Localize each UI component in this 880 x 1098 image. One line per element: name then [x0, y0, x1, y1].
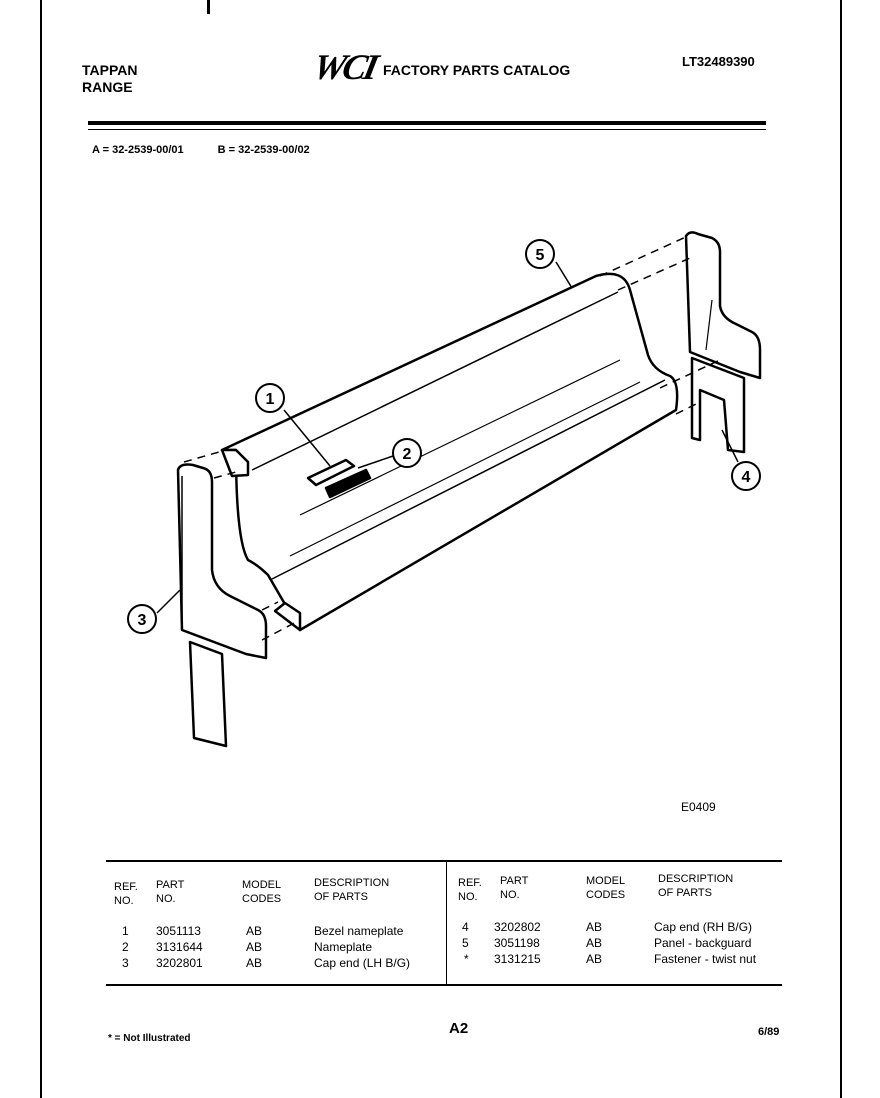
header-line: OF PARTS	[658, 887, 712, 899]
row-desc: Cap end (RH B/G)	[654, 920, 753, 934]
product-name: RANGE	[82, 79, 133, 95]
row-desc: Cap end (LH B/G)	[314, 956, 411, 970]
page-number: A2	[449, 1020, 469, 1037]
row-ref: 2	[122, 940, 129, 954]
variant-b: B = 32-2539-00/02	[217, 144, 310, 156]
backguard-panel-part	[222, 274, 677, 630]
row-ref: 3	[122, 956, 129, 970]
row-desc: Fastener - twist nut	[654, 952, 757, 966]
header-line: PART	[500, 875, 529, 887]
row-model: AB	[586, 952, 603, 966]
table-divider	[446, 862, 447, 984]
callout-2	[393, 439, 421, 467]
row-part: 3131644	[156, 940, 203, 954]
wci-logo: WCI	[309, 47, 380, 87]
header-line: MODEL	[586, 875, 626, 887]
diagram-code: E0409	[681, 800, 716, 814]
header-description-right	[658, 872, 733, 900]
header-line: REF.	[114, 881, 138, 893]
catalog-title: FACTORY PARTS CATALOG	[383, 62, 571, 78]
row-part: 3051198	[494, 936, 540, 950]
row-part: 3051113	[156, 924, 201, 938]
row-desc: Nameplate	[314, 940, 373, 954]
header-line: NO.	[500, 889, 520, 901]
row-part: 3202802	[494, 920, 541, 934]
callout-3	[128, 605, 156, 633]
row-ref: 4	[462, 920, 469, 934]
callout-label: 4	[741, 469, 751, 486]
table-rule-top	[106, 860, 782, 862]
header-line: DESCRIPTION	[314, 877, 390, 889]
row-part: 3131215	[494, 952, 541, 966]
header-part-no	[156, 878, 184, 906]
cap-end-rh-part	[686, 232, 760, 452]
header-model-codes-right	[586, 874, 625, 902]
header-line: MODEL	[242, 879, 282, 891]
row-ref: 1	[122, 924, 129, 938]
cap-end-lh-part	[178, 465, 266, 746]
row-part: 3202801	[156, 956, 203, 970]
catalog-number: LT32489390	[682, 54, 755, 69]
header-line: OF PARTS	[314, 891, 368, 903]
header-line: NO.	[458, 891, 478, 903]
callout-label: 5	[535, 247, 545, 264]
brand-name: TAPPAN	[82, 62, 138, 78]
header-line: PART	[156, 879, 185, 891]
header-line: CODES	[586, 889, 626, 901]
row-model: AB	[586, 920, 603, 934]
header-description	[314, 876, 389, 904]
callout-label: 2	[402, 446, 412, 463]
row-desc: Panel - backguard	[654, 936, 752, 950]
variant-a: A = 32-2539-00/01	[92, 144, 184, 156]
callout-4	[732, 462, 760, 490]
header-line: REF.	[458, 877, 482, 889]
row-model: AB	[586, 936, 603, 950]
catalog-date: 6/89	[758, 1026, 780, 1038]
callout-5	[526, 240, 554, 268]
header-model-codes	[242, 878, 281, 906]
header-line: NO.	[156, 893, 176, 905]
parts-table	[106, 860, 782, 986]
row-model: AB	[246, 956, 263, 970]
row-ref: 5	[462, 936, 469, 950]
header-line: NO.	[114, 895, 134, 907]
header-ref-no	[114, 880, 138, 908]
table-rule-bottom	[106, 984, 782, 986]
callout-label: 3	[137, 612, 147, 629]
callout-label: 1	[265, 391, 275, 408]
header-line: DESCRIPTION	[658, 873, 734, 885]
row-model: AB	[246, 940, 263, 954]
row-desc: Bezel nameplate	[314, 924, 404, 938]
header-line: CODES	[242, 893, 282, 905]
row-ref: *	[464, 952, 469, 966]
header-ref-no-right	[458, 876, 482, 904]
row-model: AB	[246, 924, 263, 938]
header-part-no-right	[500, 874, 528, 902]
callout-1	[256, 384, 284, 412]
not-illustrated-note: * = Not Illustrated	[108, 1033, 191, 1044]
